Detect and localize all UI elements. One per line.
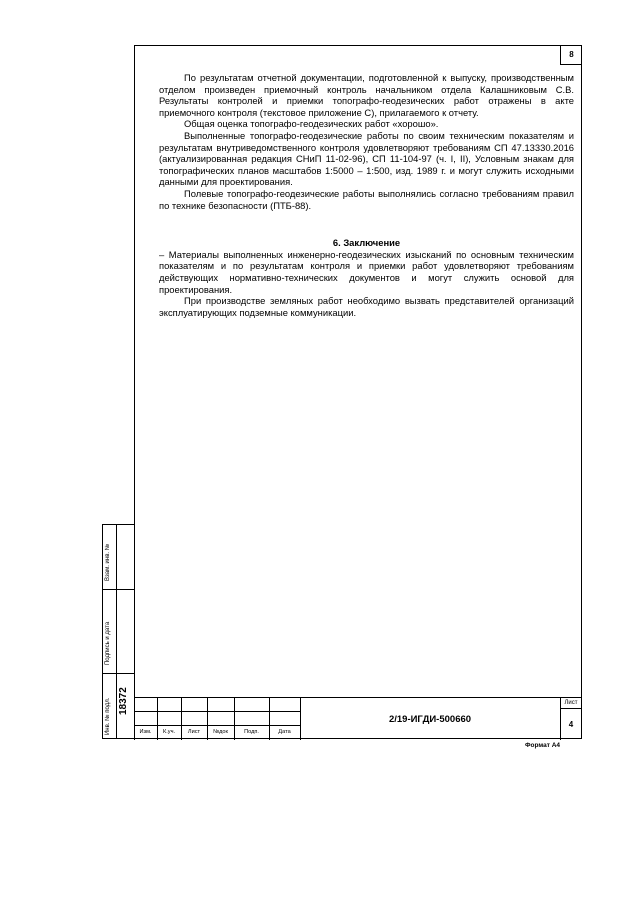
paragraph-conclusion: – Материалы выполненных инженерно-геодезических изысканий по основным техническим показателям и по результатам контроля и приемки работ удовлетворяют требованиям действующих нормативно-технических документов и могут служить основой для проектирования. — [159, 248, 574, 295]
format-label: Формат А4 — [525, 742, 561, 749]
col-list: Лист — [187, 729, 201, 735]
paragraph-assessment: Общая оценка топографо-геодезических работ «хорошо». — [184, 118, 439, 130]
page-number: 8 — [560, 45, 582, 65]
col-data: Дата — [278, 729, 291, 735]
title-block — [134, 697, 582, 739]
inventory-number: 18372 — [118, 687, 129, 715]
document-id: 2/19-ИГДИ-500660 — [388, 714, 472, 725]
side-stamp — [102, 524, 134, 739]
sheet-label: Лист — [564, 700, 578, 706]
section-heading: 6. Заключение — [332, 237, 401, 249]
col-kuch: К.уч. — [162, 729, 176, 735]
vzam-label: Взам. инв. № — [105, 543, 111, 581]
paragraph-compliance: Выполненные топографо-геодезические работы по своим техническим показателям и результатам внутриведомственного контроля удовлетворяют требованиям СП 47.13330.2016 (актуализированная редакция СНиП 11-02-96), СП 11-104-97 (ч. I, II), Условным знакам для топографических планов масштабов 1:5000 – 1:500, изд. 1989 г. и могут служить исходными данными для проектирования. — [159, 129, 574, 188]
col-izm: Изм. — [139, 729, 152, 735]
inventory-label: Инв. № подл. — [105, 697, 111, 735]
col-podp: Подп. — [244, 729, 259, 735]
paragraph-acceptance: По результатам отчетной документации, подготовленной к выпуску, производственным отделом произведен приемочный контроль начальником отдела Калашниковым С.В. Результаты контролей и приемки топографо-геодезических работ отражены в акте приемочного контроля (текстовое приложение С), прилагаемого к отчету. — [159, 72, 574, 118]
col-ndok: №док — [213, 729, 228, 735]
paragraph-safety: Полевые топографо-геодезические работы выполнялись согласно требованиям правил по технике безопасности (ПТБ-88). — [159, 187, 574, 211]
paragraph-utilities: При производстве земляных работ необходимо вызвать представителей организаций эксплуатирующих подземные коммуникации. — [159, 295, 574, 318]
signature-date-label: Подпись и дата — [105, 621, 111, 665]
body-text — [159, 72, 574, 318]
sheet-number: 4 — [568, 720, 574, 729]
